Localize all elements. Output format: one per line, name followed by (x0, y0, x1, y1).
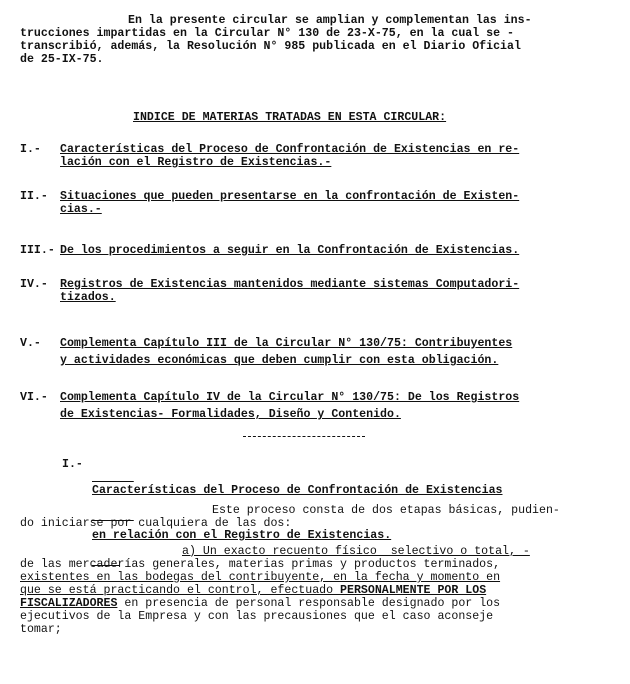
intro-paragraph (20, 14, 620, 66)
item-text: Complementa Capítulo III de la Circular N° 130/75: Contribuyentes (60, 337, 513, 350)
item-number: IV.- (20, 278, 48, 291)
item-text: tizados. (60, 291, 116, 304)
body-paragraph (20, 504, 610, 530)
body-line: de las mercaderías generales, materias primas y productos terminados, (20, 558, 501, 571)
intro-line: transcribió, además, la Resolución N° 985 publicada en el Diario Oficial (20, 40, 521, 53)
item-text: Situaciones que pueden presentarse en la confrontación de Existen- (60, 190, 520, 203)
item-text: Registros de Existencias mantenidos mediante sistemas Computadori- (60, 278, 520, 291)
body-line: tomar; (20, 623, 62, 636)
item-text: lación con el Registro de Existencias.- (60, 156, 332, 169)
section-title-line: en relación con el Registro de Existencias. (92, 529, 392, 542)
body-line (20, 597, 620, 610)
body-line: a) Un exacto recuento físico selectivo o total, - (182, 545, 530, 558)
body-line: existentes en las bodegas del contribuyente, en la fecha y momento en (20, 571, 501, 584)
body-paragraph-a (20, 545, 620, 636)
section-title-line: Características del Proceso de Confrontación de Existencias (92, 484, 503, 497)
intro-line: trucciones impartidas en la Circular N° 130 de 23-X-75, en la cual se - (20, 27, 514, 40)
emphasis-text: FISCALIZADORES (20, 597, 118, 610)
item-text: De los procedimientos a seguir en la Confrontación de Existencias. (60, 244, 520, 257)
item-text: Complementa Capítulo IV de la Circular N° 130/75: De los Registros (60, 391, 520, 404)
section-number: I.- (62, 458, 83, 471)
item-text: Características del Proceso de Confrontación de Existencias en re- (60, 143, 520, 156)
body-line: ejecutivos de la Empresa y con las precausiones que el caso aconseje (20, 610, 494, 623)
body-line: Este proceso consta de dos etapas básicas, pudien- (212, 504, 560, 517)
emphasis-text: PERSONALMENTE POR LOS (340, 584, 487, 597)
index-title: INDICE DE MATERIAS TRATADAS EN ESTA CIRCULAR: (133, 111, 447, 124)
section-divider (243, 436, 365, 437)
item-text: de Existencias- Formalidades, Diseño y Contenido. (60, 408, 401, 421)
intro-line: de 25-IX-75. (20, 53, 104, 66)
item-number: III.- (20, 244, 55, 257)
item-number: V.- (20, 337, 41, 350)
item-number: II.- (20, 190, 48, 203)
body-text: en presencia de personal responsable designado por los (117, 597, 501, 610)
body-line (20, 584, 620, 597)
item-number: I.- (20, 143, 41, 156)
item-text: cias.- (60, 203, 102, 216)
body-line: do iniciarse por cualquiera de las dos: (20, 517, 292, 530)
body-text: que se está practicando el control, efectuado (20, 584, 341, 597)
intro-line: En la presente circular se amplian y complementan las ins- (128, 14, 532, 27)
item-text: y actividades económicas que deben cumplir con esta obligación. (60, 354, 499, 367)
item-number: VI.- (20, 391, 48, 404)
